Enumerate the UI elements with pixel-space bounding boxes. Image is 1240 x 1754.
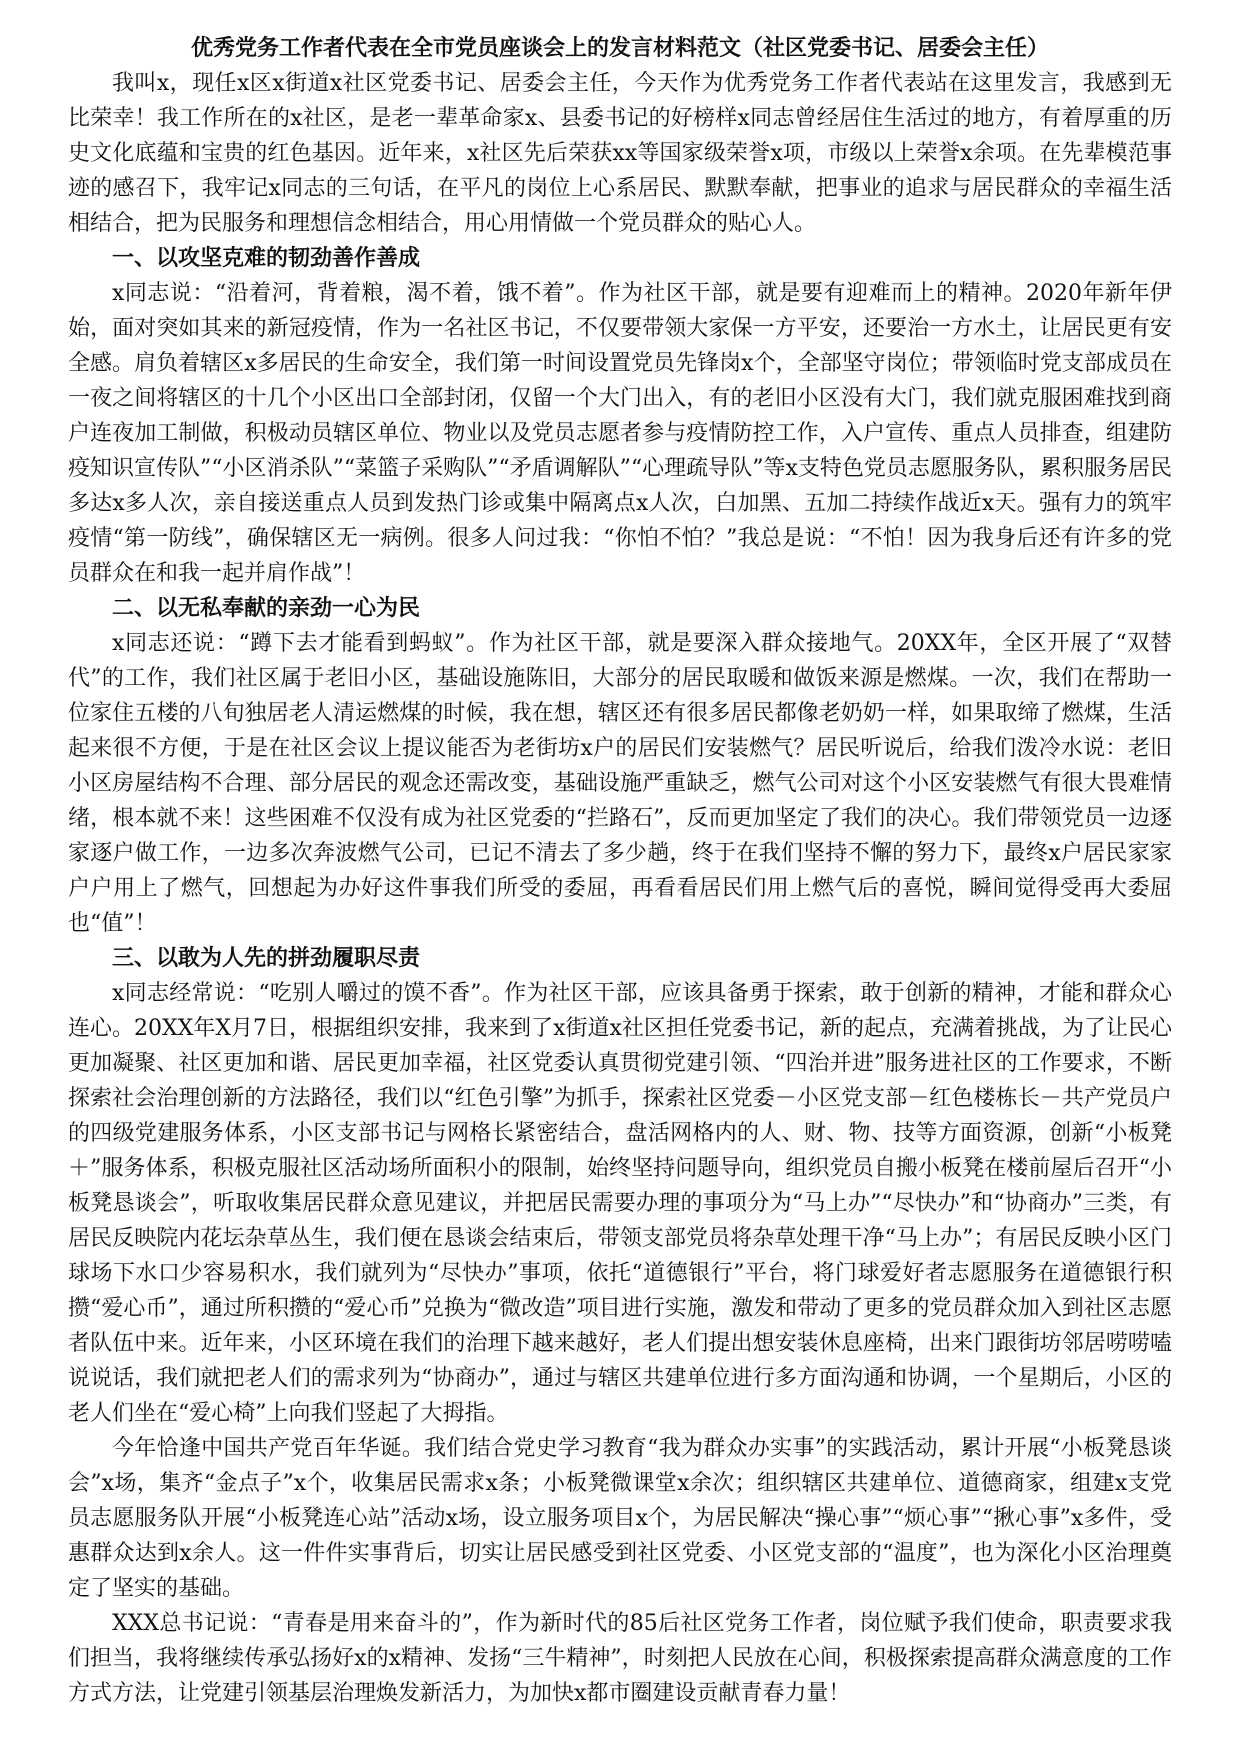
document-page: [68, 32, 1172, 1711]
section-1-heading: 一、以攻坚克难的韧劲善作善成: [112, 245, 421, 271]
section-1-paragraph: x同志说：“沿着河，背着粮，渴不着，饿不着”。作为社区干部，就是要有迎难而上的精神。2020年新年伊始，面对突如其来的新冠疫情，作为一名社区书记，不仅要带领大家保一方平安，还要治一方水土，让居民更有安全感。肩负着辖区x多居民的生命安全，我们第一时间设置党员先锋岗x个，全部坚守岗位；带领临时党支部成员在一夜之间将辖区的十几个小区出口全部封闭，仅留一个大门出入，有的老旧小区没有大门，我们就克服困难找到商户连夜加工制做，积极动员辖区单位、物业以及党员志愿者参与疫情防控工作，入户宣传、重点人员排查，组建防疫知识宣传队”“小区消杀队”“菜篮子采购队”“矛盾调解队”“心理疏导队”等x支特色党员志愿服务队，累积服务居民多达x多人次，亲自接送重点人员到发热门诊或集中隔离点x人次，白加黑、五加二持续作战近x天。强有力的筑牢疫情“第一防线”，确保辖区无一病例。很多人问过我：“你怕不怕？”我总是说：“不怕！因为我身后还有许多的党员群众在和我一起并肩作战”！: [68, 281, 1172, 586]
section-3-paragraph: x同志经常说：“吃别人嚼过的馍不香”。作为社区干部，应该具备勇于探索，敢于创新的精神，才能和群众心连心。20XX年X月7日，根据组织安排，我来到了x街道x社区担任党委书记，新的起点，充满着挑战，为了让民心更加凝聚、社区更加和谐、居民更加幸福，社区党委认真贯彻党建引领、“四治并进”服务进社区的工作要求，不断探索社会治理创新的方法路径，我们以“红色引擎”为抓手，探索社区党委－小区党支部－红色楼栋长－共产党员户的四级党建服务体系，小区支部书记与网格长紧密结合，盘活网格内的人、财、物、技等方面资源，创新“小板凳＋”服务体系，积极克服社区活动场所面积小的限制，始终坚持问题导向，组织党员自搬小板凳在楼前屋后召开“小板凳恳谈会”，听取收集居民群众意见建议，并把居民需要办理的事项分为“马上办”“尽快办”和“协商办”三类，有居民反映院内花坛杂草丛生，我们便在恳谈会结束后，带领支部党员将杂草处理干净“马上办”；有居民反映小区门球场下水口少容易积水，我们就列为“尽快办”事项，依托“道德银行”平台，将门球爱好者志愿服务在道德银行积攒“爱心币”，通过所积攒的“爱心币”兑换为“微改造”项目进行实施，激发和带动了更多的党员群众加入到社区志愿者队伍中来。近年来，小区环境在我们的治理下越来越好，老人们提出想安装休息座椅，出来门跟街坊邻居唠唠嗑说说话，我们就把老人们的需求列为“协商办”，通过与辖区共建单位进行多方面沟通和协调，一个星期后，小区的老人们坐在“爱心椅”上向我们竖起了大拇指。: [68, 981, 1172, 1426]
section-2-paragraph: x同志还说：“蹲下去才能看到蚂蚁”。作为社区干部，就是要深入群众接地气。20XX年，全区开展了“双替代”的工作，我们社区属于老旧小区，基础设施陈旧，大部分的居民取暖和做饭来源是燃煤。一次，我们在帮助一位家住五楼的八旬独居老人清运燃煤的时候，我在想，辖区还有很多居民都像老奶奶一样，如果取缔了燃煤，生活起来很不方便，于是在社区会议上提议能否为老街坊x户的居民们安装燃气？居民听说后，给我们泼冷水说：老旧小区房屋结构不合理、部分居民的观念还需改变，基础设施严重缺乏，燃气公司对这个小区安装燃气有很大畏难情绪，根本就不来！这些困难不仅没有成为社区党委的“拦路石”，反而更加坚定了我们的决心。我们带领党员一边逐家逐户做工作，一边多次奔波燃气公司，已记不清去了多少趟，终于在我们坚持不懈的努力下，最终x户居民家家户户用上了燃气，回想起为办好这件事我们所受的委屈，再看看居民们用上燃气后的喜悦，瞬间觉得受再大委屈也“值”！: [68, 631, 1172, 936]
intro-paragraph: 我叫x，现任x区x街道x社区党委书记、居委会主任，今天作为优秀党务工作者代表站在这里发言，我感到无比荣幸！我工作所在的x社区，是老一辈革命家x、县委书记的好榜样x同志曾经居住生活过的地方，有着厚重的历史文化底蕴和宝贵的红色基因。近年来，x社区先后荣获xx等国家级荣誉x项，市级以上荣誉x余项。在先辈模范事迹的感召下，我牢记x同志的三句话，在平凡的岗位上心系居民、默默奉献，把事业的追求与居民群众的幸福生活相结合，把为民服务和理想信念相结合，用心用情做一个党员群众的贴心人。: [68, 71, 1172, 236]
document-title: 优秀党务工作者代表在全市党员座谈会上的发言材料范文（社区党委书记、居委会主任）: [190, 35, 1049, 61]
section-2-heading: 二、以无私奉献的亲劲一心为民: [112, 595, 421, 621]
section-3-heading: 三、以敢为人先的拼劲履职尽责: [112, 945, 421, 971]
section-3-paragraph-2: 今年恰逢中国共产党百年华诞。我们结合党史学习教育“我为群众办实事”的实践活动，累计开展“小板凳恳谈会”x场，集齐“金点子”x个，收集居民需求x条；小板凳微课堂x余次；组织辖区共建单位、道德商家，组建x支党员志愿服务队开展“小板凳连心站”活动x场，设立服务项目x个，为居民解决“操心事”“烦心事”“揪心事”x多件，受惠群众达到x余人。这一件件实事背后，切实让居民感受到社区党委、小区党支部的“温度”，也为深化小区治理奠定了坚实的基础。: [68, 1436, 1172, 1601]
closing-paragraph: XXX总书记说：“青春是用来奋斗的”，作为新时代的85后社区党务工作者，岗位赋予我们使命，职责要求我们担当，我将继续传承弘扬好x的x精神、发扬“三牛精神”，时刻把人民放在心间，积极探索提高群众满意度的工作方式方法，让党建引领基层治理焕发新活力，为加快x都市圈建设贡献青春力量！: [68, 1611, 1172, 1706]
